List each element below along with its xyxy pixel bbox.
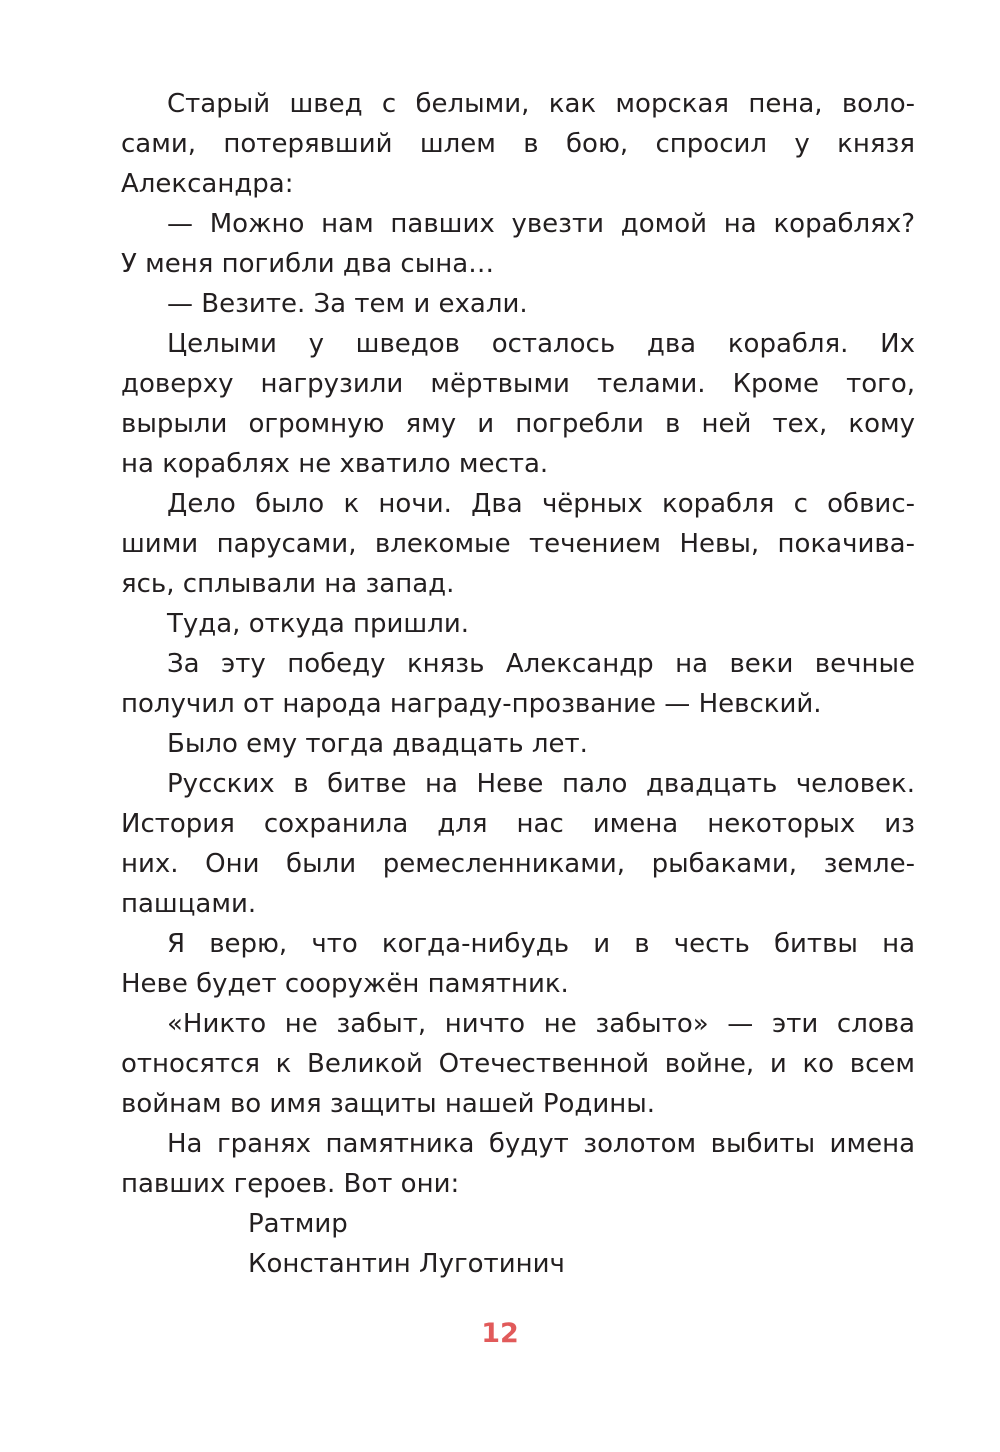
text-line: вырыли огромную яму и погребли в ней тех, кому <box>121 409 915 439</box>
text-line: История сохранила для нас имена некоторых из <box>121 809 915 839</box>
text-line: — Везите. За тем и ехали. <box>167 289 528 319</box>
text-line: шими парусами, влекомые течением Невы, покачива- <box>121 529 915 559</box>
text-line: войнам во имя защиты нашей Родины. <box>121 1089 656 1119</box>
text-line: Туда, откуда пришли. <box>167 609 469 639</box>
text-line: Старый швед с белыми, как морская пена, воло- <box>167 89 915 119</box>
text-line: сами, потерявший шлем в бою, спросил у князя <box>121 129 915 159</box>
text-line: них. Они были ремесленниками, рыбаками, земле- <box>121 849 915 879</box>
text-line: доверху нагрузили мёртвыми телами. Кроме того, <box>121 369 915 399</box>
text-line: За эту победу князь Александр на веки вечные <box>167 649 915 679</box>
text-line: на кораблях не хватило места. <box>121 449 549 479</box>
text-line: Целыми у шведов осталось два корабля. Их <box>167 329 915 359</box>
text-line: Я верю, что когда-нибудь и в честь битвы на <box>167 929 915 959</box>
text-line: пашцами. <box>121 889 257 919</box>
text-line: У меня погибли два сына… <box>121 249 495 279</box>
body-text <box>121 84 915 1284</box>
text-line: «Никто не забыт, ничто не забыто» — эти слова <box>167 1009 915 1039</box>
text-line: павших героев. Вот они: <box>121 1169 460 1199</box>
text-line: Александра: <box>121 169 294 199</box>
hero-name: Константин Луготинич <box>248 1249 565 1279</box>
text-line: Неве будет сооружён памятник. <box>121 969 569 999</box>
text-line: относятся к Великой Отечественной войне, и ко всем <box>121 1049 915 1079</box>
text-line: — Можно нам павших увезти домой на кораблях? <box>167 209 915 239</box>
page-number: 12 <box>481 1318 519 1349</box>
text-line: Дело было к ночи. Два чёрных корабля с обвис- <box>167 489 915 519</box>
text-line: Было ему тогда двадцать лет. <box>167 729 588 759</box>
text-line: На гранях памятника будут золотом выбиты имена <box>167 1129 915 1159</box>
hero-name: Ратмир <box>248 1209 348 1239</box>
text-line: ясь, сплывали на запад. <box>121 569 455 599</box>
text-line: получил от народа награду-прозвание — Невский. <box>121 689 822 719</box>
text-line: Русских в битве на Неве пало двадцать человек. <box>167 769 915 799</box>
